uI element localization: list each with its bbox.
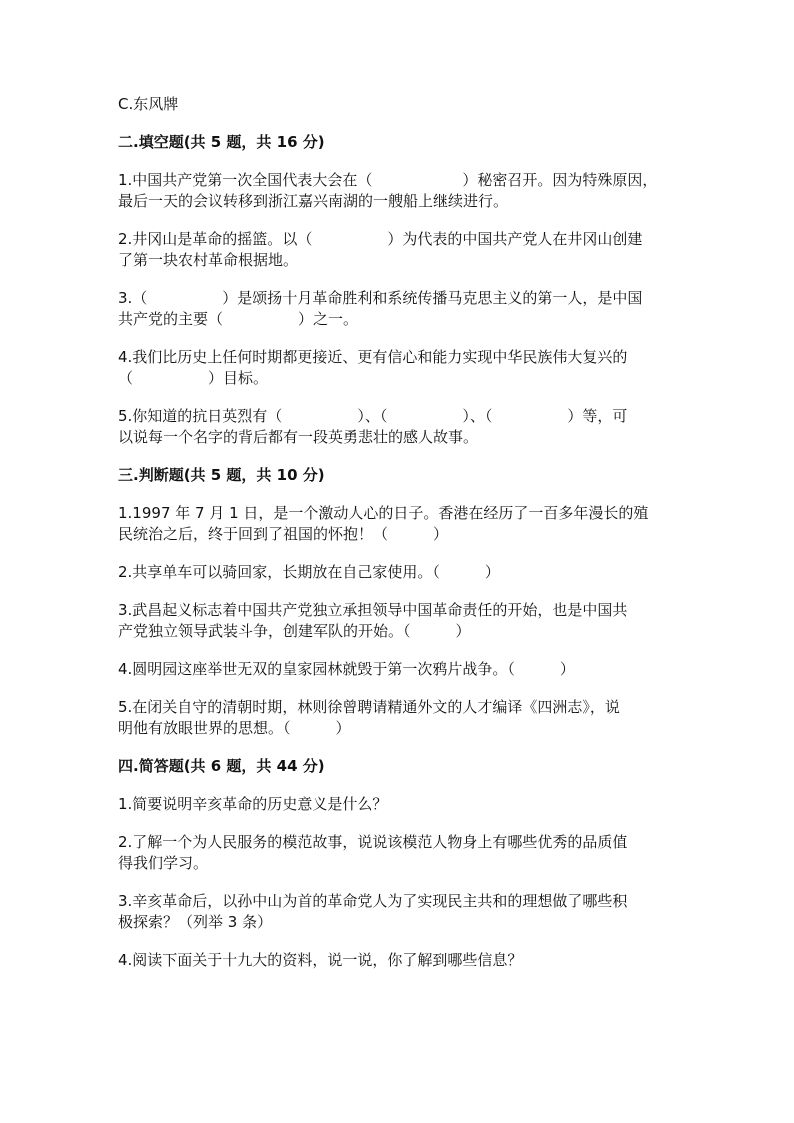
question-item [118, 503, 698, 545]
question-item [118, 950, 698, 971]
question-item [118, 170, 698, 212]
question-item [118, 832, 698, 874]
question-line: 1.简要说明辛亥革命的历史意义是什么？ [118, 795, 388, 813]
question-line: 3.（ ）是颂扬十月革命胜利和系统传播马克思主义的第一人，是中国 [118, 289, 643, 307]
question-item [118, 659, 698, 680]
question-line: 民统治之后，终于回到了祖国的怀抱！（ ） [118, 525, 449, 543]
question-line: 3.辛亥革命后，以孙中山为首的革命党人为了实现民主共和的理想做了哪些积 [118, 892, 628, 910]
question-line: 最后一天的会议转移到浙江嘉兴南湖的一艘船上继续进行。 [118, 192, 509, 210]
question-item [118, 794, 698, 815]
section-heading-true-false: 三.判断题(共 5 题，共 10 分) [118, 466, 325, 484]
question-line: 以说每一个名字的背后都有一段英勇悲壮的感人故事。 [118, 428, 479, 446]
question-line: 2.了解一个为人民服务的模范故事，说说该模范人物身上有哪些优秀的品质值 [118, 833, 628, 851]
section-heading-short-answer: 四.简答题(共 6 题，共 44 分) [118, 757, 325, 775]
question-line: 极探索？（列举 3 条） [118, 913, 273, 931]
question-line: 了第一块农村革命根据地。 [118, 251, 299, 269]
question-line: 5.你知道的抗日英烈有（ ）、（ ）、（ ）等，可 [118, 407, 628, 425]
question-line: 4.圆明园这座举世无双的皇家园林就毁于第一次鸦片战争。（ ） [118, 660, 575, 678]
question-line: 3.武昌起义标志着中国共产党独立承担领导中国革命责任的开始，也是中国共 [118, 601, 628, 619]
question-line: 共产党的主要（ ）之一。 [118, 310, 359, 328]
question-item [118, 347, 698, 389]
question-item [118, 697, 698, 739]
question-item [118, 229, 698, 271]
option-c: C.东风牌 [118, 95, 179, 113]
question-line: 明他有放眼世界的思想。（ ） [118, 719, 351, 737]
question-line: 2.共享单车可以骑回家，长期放在自己家使用。（ ） [118, 563, 500, 581]
question-line: 1.1997 年 7 月 1 日，是一个激动人心的日子。香港在经历了一百多年漫长的殖 [118, 504, 649, 522]
question-item [118, 288, 698, 330]
question-line: 得我们学习。 [118, 854, 209, 872]
section-heading-fill-in: 二.填空题(共 5 题，共 16 分) [118, 133, 325, 151]
question-line: 1.中国共产党第一次全国代表大会在（ ）秘密召开。因为特殊原因， [118, 171, 658, 189]
question-line: 5.在闭关自守的清朝时期，林则徐曾聘请精通外文的人才编译《四洲志》，说 [118, 698, 620, 716]
question-line: 产党独立领导武装斗争，创建军队的开始。（ ） [118, 622, 471, 640]
exam-page [118, 94, 698, 971]
question-line: 2.井冈山是革命的摇篮。以（ ）为代表的中国共产党人在井冈山创建 [118, 230, 643, 248]
question-item [118, 891, 698, 933]
question-line: 4.我们比历史上任何时期都更接近、更有信心和能力实现中华民族伟大复兴的 [118, 348, 628, 366]
question-line: （ ）目标。 [118, 369, 269, 387]
question-item [118, 562, 698, 583]
question-line: 4.阅读下面关于十九大的资料，说一说，你了解到哪些信息？ [118, 951, 523, 969]
question-item [118, 600, 698, 642]
question-item [118, 406, 698, 448]
